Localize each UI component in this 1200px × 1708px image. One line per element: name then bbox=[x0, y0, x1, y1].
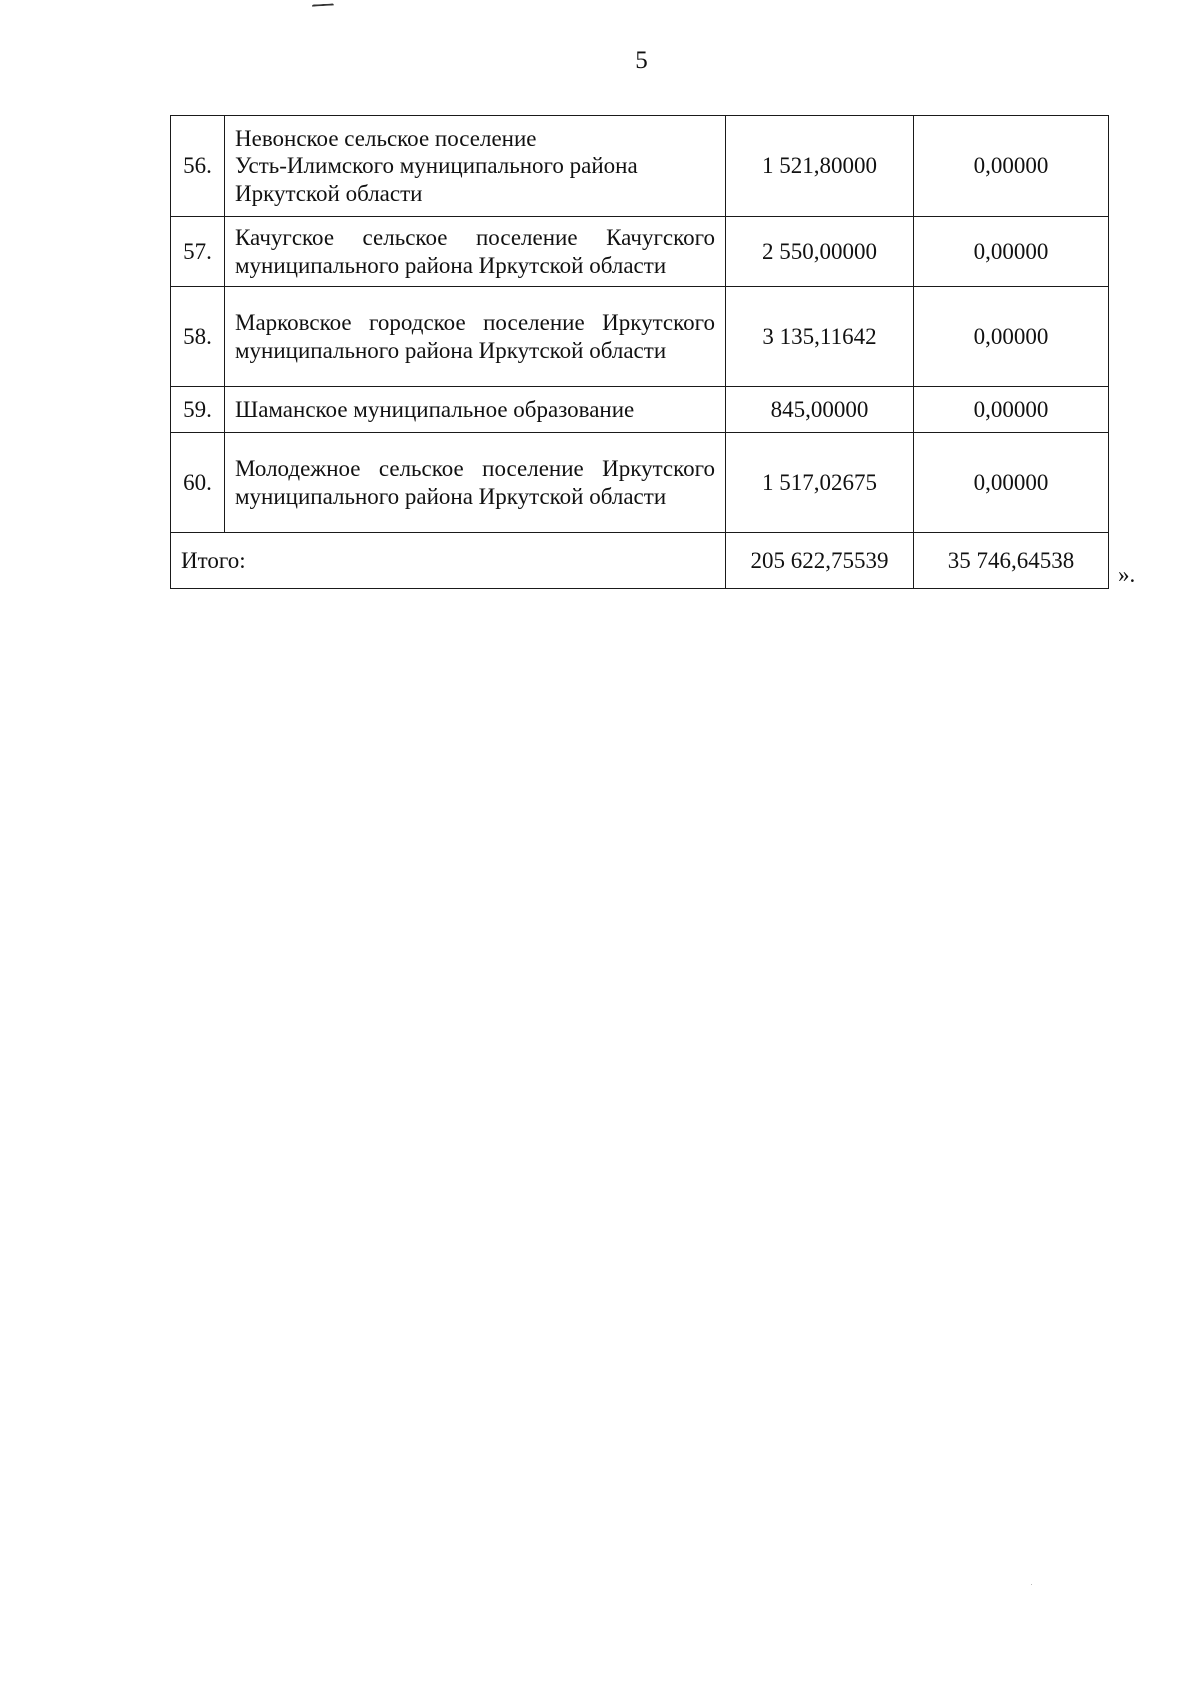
amount-value-1: 2 550,00000 bbox=[726, 217, 914, 287]
municipality-name: Качугское сельское поселение Качугского муниципального района Иркутской области bbox=[225, 217, 726, 287]
table-row bbox=[171, 116, 1109, 217]
table-row bbox=[171, 387, 1109, 433]
name-word: Усть-Илимского bbox=[235, 153, 394, 179]
amount-value-2: 0,00000 bbox=[914, 433, 1109, 533]
scan-artifact-mark bbox=[312, 3, 334, 9]
municipality-name: Марковское городское поселение Иркутского муниципального района Иркутской области bbox=[225, 287, 726, 387]
amount-value-1: 1 517,02675 bbox=[726, 433, 914, 533]
total-value-2: 35 746,64538 bbox=[914, 533, 1109, 589]
name-word: Невонское bbox=[235, 125, 339, 151]
name-word: муниципального bbox=[399, 153, 564, 179]
amount-value-1: 1 521,80000 bbox=[726, 116, 914, 217]
name-word: поселение bbox=[434, 125, 537, 151]
row-number: 60. bbox=[171, 433, 225, 533]
name-word: района bbox=[569, 153, 638, 179]
municipality-name bbox=[225, 116, 726, 217]
row-number: 57. bbox=[171, 217, 225, 287]
page-number: 5 bbox=[635, 47, 648, 74]
scan-speck bbox=[1031, 1584, 1032, 1585]
row-number: 58. bbox=[171, 287, 225, 387]
total-label: Итого: bbox=[171, 533, 726, 589]
amount-value-2: 0,00000 bbox=[914, 217, 1109, 287]
closing-quote: ». bbox=[1118, 562, 1136, 587]
name-word: сельское bbox=[344, 125, 430, 151]
total-row bbox=[171, 533, 1109, 589]
table-row bbox=[171, 287, 1109, 387]
amount-value-2: 0,00000 bbox=[914, 387, 1109, 433]
total-value-1: 205 622,75539 bbox=[726, 533, 914, 589]
amount-value-2: 0,00000 bbox=[914, 116, 1109, 217]
table-row bbox=[171, 217, 1109, 287]
amount-value-1: 845,00000 bbox=[726, 387, 914, 433]
name-line: Иркутской области bbox=[235, 180, 423, 206]
name-line bbox=[235, 125, 715, 153]
municipality-name: Молодежное сельское поселение Иркутского муниципального района Иркутской области bbox=[225, 433, 726, 533]
row-number: 59. bbox=[171, 387, 225, 433]
allocation-table bbox=[170, 115, 1109, 589]
amount-value-2: 0,00000 bbox=[914, 287, 1109, 387]
amount-value-1: 3 135,11642 bbox=[726, 287, 914, 387]
table-row bbox=[171, 433, 1109, 533]
name-line bbox=[235, 152, 715, 180]
row-number: 56. bbox=[171, 116, 225, 217]
municipality-name: Шаманское муниципальное образование bbox=[225, 387, 726, 433]
